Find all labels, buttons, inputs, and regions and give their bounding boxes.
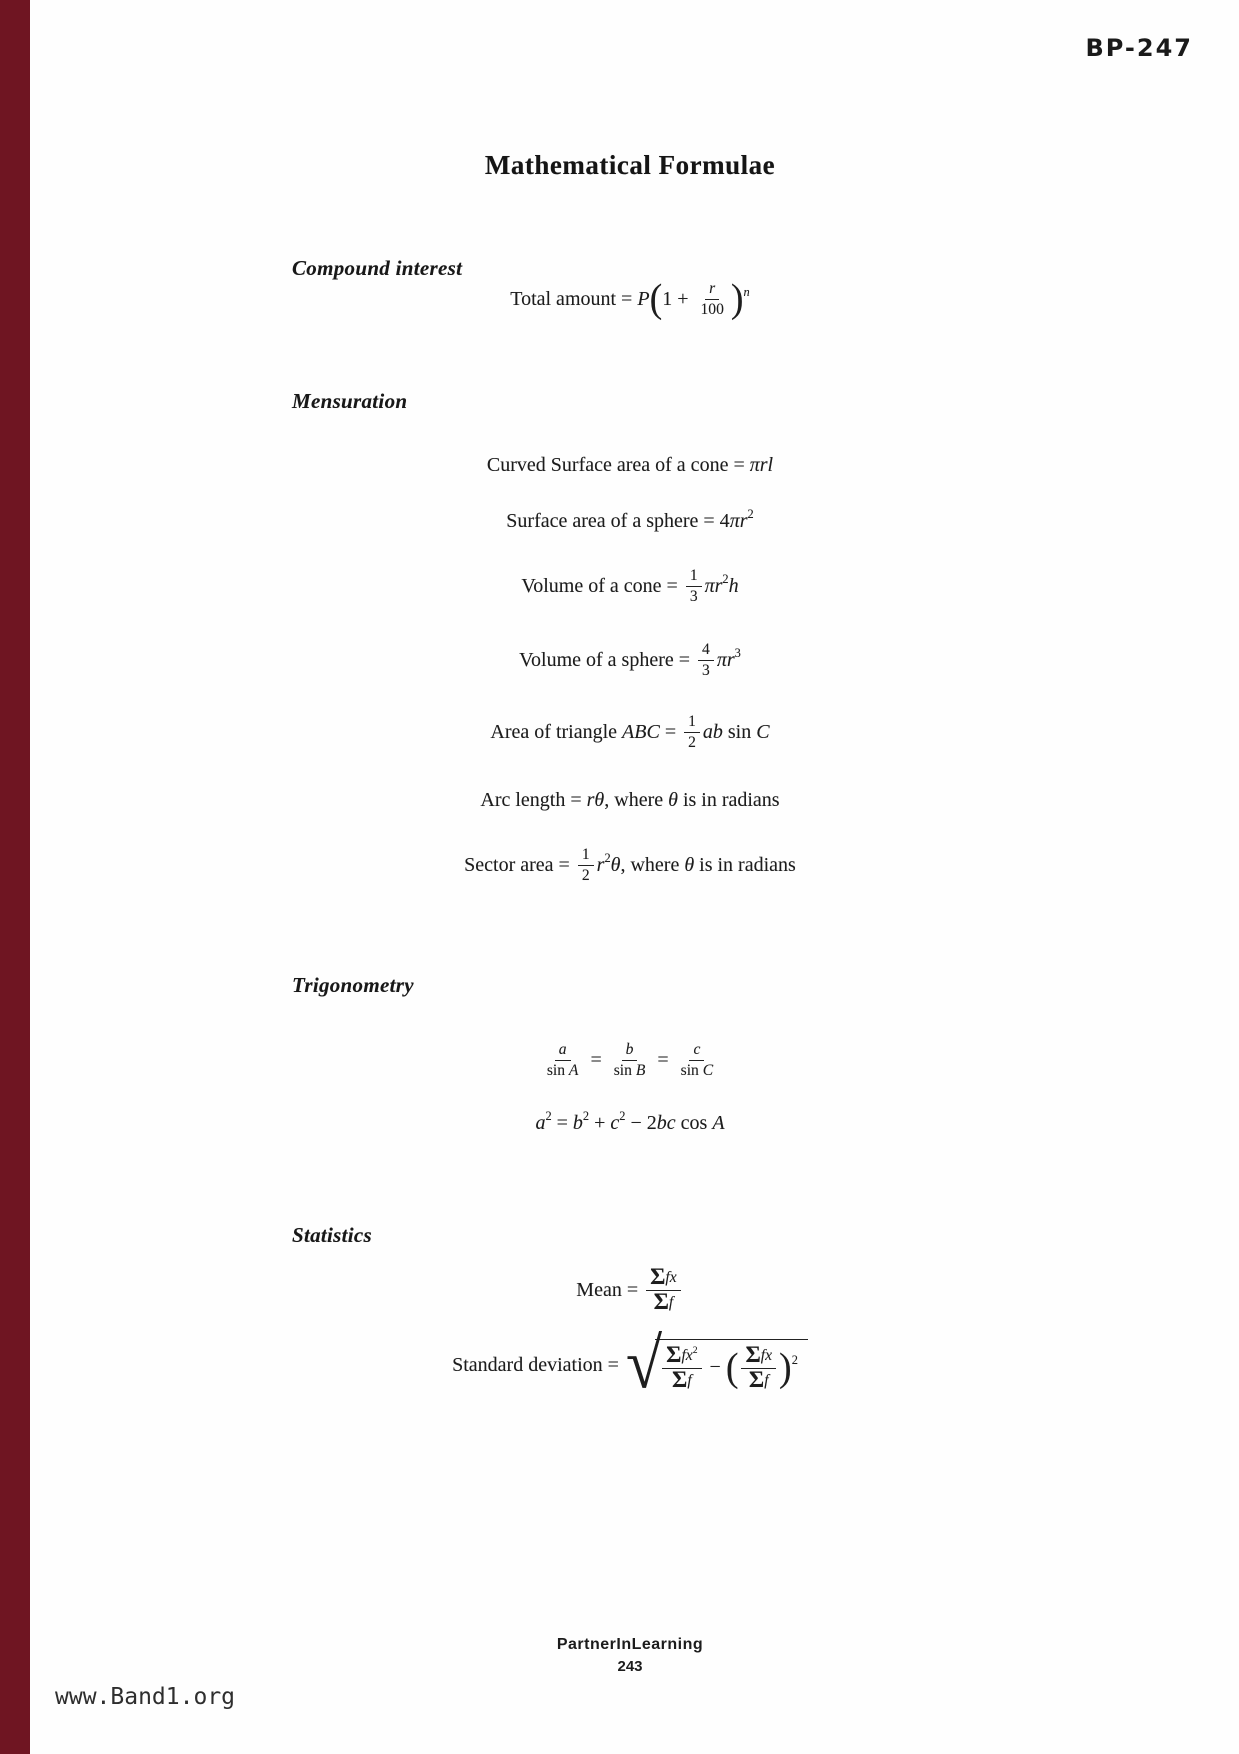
page-header-code: BP-247 xyxy=(1085,34,1193,62)
math-variable: f xyxy=(687,1371,692,1389)
math-variable: πr xyxy=(716,648,735,671)
fraction: $\frac{1}{3}$ xyxy=(686,567,702,606)
math-variable: f xyxy=(764,1371,769,1389)
fraction: $\frac{1}{2}$ xyxy=(684,713,700,752)
math-variable: c xyxy=(610,1111,620,1134)
math-variable: a xyxy=(558,1040,567,1058)
formula-sector-area: Sector area = $\frac{1}{2}$ r 2 θ , where θ is in radians xyxy=(464,845,796,884)
math-variable: fx xyxy=(760,1346,773,1364)
section-heading-mensuration: Mensuration xyxy=(292,389,408,413)
math-variable: θ xyxy=(684,853,695,876)
math-variable: πr xyxy=(729,509,748,532)
math-variable: ab xyxy=(702,720,723,743)
formula-sine-rule: a sin A = b sin B = c sin C xyxy=(190,1026,1070,1094)
superscript: 2 xyxy=(619,1108,626,1123)
math-variable: ABC xyxy=(622,720,660,743)
superscript: n xyxy=(743,284,750,299)
superscript: 2 xyxy=(545,1108,552,1123)
fraction: $\frac{r}{100}$ xyxy=(700,279,724,318)
math-variable: h xyxy=(728,574,739,597)
formula-arc-length: Arc length = rθ , where θ is in radians xyxy=(480,788,780,811)
section-heading-trigonometry: Trigonometry xyxy=(292,973,414,997)
math-variable: P xyxy=(637,287,650,310)
formula-standard-deviation: Standard deviation = √ Σ fx 2 Σ f − ( Σ fx Σ f ) 2 xyxy=(190,1316,1070,1414)
footer-brand: PartnerInLearning xyxy=(556,1636,704,1653)
math-variable: θ xyxy=(668,788,678,811)
big-parenthesis: ) xyxy=(779,1345,792,1391)
math-variable: A xyxy=(712,1111,725,1134)
math-variable: f xyxy=(668,1293,674,1311)
big-parenthesis: ) xyxy=(730,276,744,322)
sigma-symbol: Σ xyxy=(672,1366,688,1393)
fraction: $\frac{1}{2}$ xyxy=(578,846,594,885)
math-variable: a xyxy=(535,1111,546,1134)
section-heading-statistics: Statistics xyxy=(292,1223,373,1247)
formula-compound-interest-total-amount: Total amount = P ( 1 + $\frac{r}{100}$ ) n xyxy=(510,276,750,322)
fraction: a sin A xyxy=(546,1040,579,1079)
math-variable: fx xyxy=(681,1346,693,1364)
formula-volume-sphere: Volume of a sphere = $\frac{4}{3}$ πr 3 xyxy=(519,640,741,679)
math-variable: bc xyxy=(656,1111,676,1134)
math-variable: r xyxy=(596,853,605,876)
big-parenthesis: ( xyxy=(725,1345,739,1391)
superscript: 2 xyxy=(692,1345,698,1357)
watermark-url: www.Band1.org xyxy=(55,1684,236,1710)
formula-area-triangle: Area of triangle ABC = $\frac{1}{2}$ ab sin C xyxy=(490,712,770,751)
fraction: $\frac{4}{3}$ xyxy=(698,641,714,680)
superscript: 2 xyxy=(722,571,729,586)
sigma-symbol: Σ xyxy=(650,1263,666,1290)
math-variable: πrl xyxy=(749,453,774,476)
math-variable: C xyxy=(756,720,770,743)
fraction xyxy=(741,1341,776,1393)
fraction xyxy=(646,1263,681,1315)
formula-curved-surface-area-cone: Curved Surface area of a cone = πrl xyxy=(486,453,774,476)
radical-sign: √ xyxy=(625,1324,663,1404)
footer-page-number: 243 xyxy=(617,1658,643,1675)
math-variable: C xyxy=(702,1062,714,1079)
math-variable: B xyxy=(635,1062,646,1079)
superscript: 2 xyxy=(791,1353,798,1368)
superscript: 2 xyxy=(582,1108,590,1123)
math-variable: θ xyxy=(610,853,621,876)
sigma-symbol: Σ xyxy=(748,1366,765,1393)
square-root: √ Σ fx 2 Σ f − ( Σ fx Σ f ) 2 xyxy=(626,1339,808,1392)
sigma-symbol: Σ xyxy=(745,1341,761,1368)
fraction: b sin B xyxy=(613,1040,646,1079)
math-variable: r xyxy=(709,279,716,297)
fraction xyxy=(662,1341,701,1393)
formula-mean: Mean = Σ fx Σ f xyxy=(190,1252,1070,1328)
fraction: c sin C xyxy=(680,1040,714,1079)
superscript: 2 xyxy=(747,506,754,521)
formula-surface-area-sphere: Surface area of a sphere = 4 πr 2 xyxy=(506,506,754,532)
math-variable: A xyxy=(568,1062,579,1079)
superscript: 2 xyxy=(604,850,611,865)
math-variable: rθ xyxy=(586,788,605,811)
page-title: Mathematical Formulae xyxy=(484,150,776,180)
scan-edge-bar xyxy=(0,0,30,1754)
math-variable: b xyxy=(572,1111,583,1134)
math-variable: b xyxy=(625,1040,634,1058)
math-variable: c xyxy=(693,1040,701,1058)
sigma-symbol: Σ xyxy=(653,1289,669,1315)
sigma-symbol: Σ xyxy=(666,1341,682,1368)
formula-volume-cone: Volume of a cone = $\frac{1}{3}$ πr 2 h xyxy=(521,566,739,605)
formula-cosine-rule: a 2 = b 2 + c 2 − 2 bc cos A xyxy=(535,1108,725,1134)
section-heading-compound-interest: Compound interest xyxy=(292,256,463,280)
math-variable: πr xyxy=(704,574,723,597)
big-parenthesis: ( xyxy=(649,276,663,322)
math-variable: fx xyxy=(665,1268,677,1286)
superscript: 3 xyxy=(734,645,741,660)
